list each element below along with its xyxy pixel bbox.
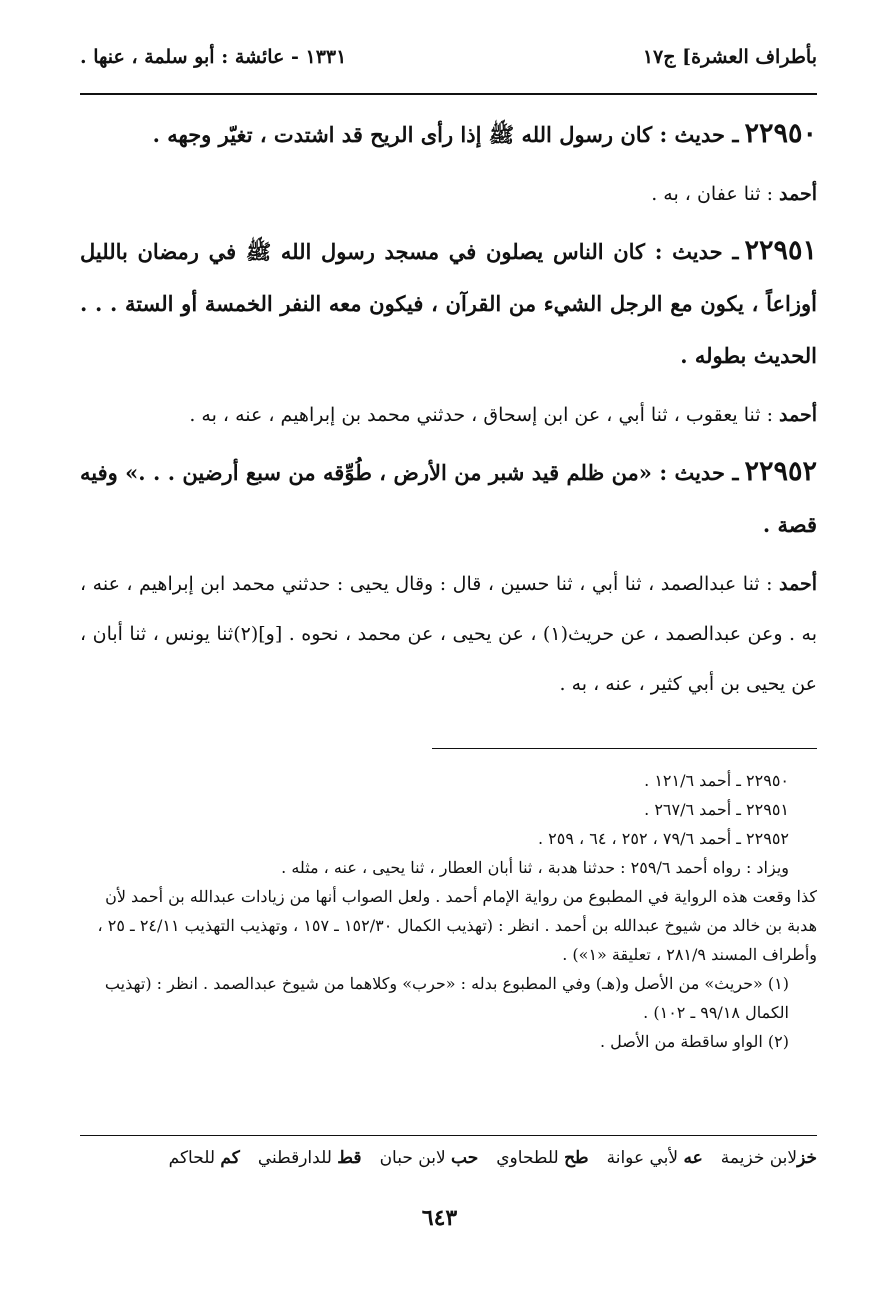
hadith-number: ٢٢٩٥٢	[744, 456, 817, 487]
legend-item	[496, 1148, 588, 1168]
hadith-22952	[80, 446, 817, 551]
source-chain: : ثنا عفان ، به .	[651, 183, 780, 205]
legend-item	[169, 1148, 240, 1168]
hadith-22951	[80, 225, 817, 382]
legend-name: لابن حبان	[379, 1148, 446, 1168]
footnote-line: كذا وقعت هذه الرواية في المطبوع من رواية الإمام أحمد . ولعل الصواب أنها من زيادات عبدالله بن أحمد لأن هدبة بن خالد من شيوخ عبدالله بن أحمد . انظر : (تهذيب الكمال ١٥٢/٣٠ ـ ١٥٧ ، وتهذيب التهذيب ٢٤/١١ ـ ٢٥ ، وأطراف المسند ٢٨١/٩ ، تعليقة «١») .	[97, 887, 817, 964]
footnote-line: (٢) الواو ساقطة من الأصل .	[599, 1032, 789, 1051]
running-header	[80, 42, 817, 88]
hadith-number: ٢٢٩٥١	[744, 235, 817, 266]
source-name: أحمد	[779, 404, 817, 426]
hadith-source	[80, 390, 817, 440]
footnote-line: (١) «حريث» من الأصل و(هـ) وفي المطبوع بدله : «حرب» وكلاهما من شيوخ عبدالصمد . انظر : (تهذيب الكمال ٩٩/١٨ ـ ١٠٢) .	[104, 974, 789, 1022]
footnotes	[80, 766, 817, 1056]
hadith-text: ـ حديث : كان الناس يصلون في مسجد رسول الله ﷺ في رمضان بالليل أوزاعاً ، يكون مع الرجل الشيء من القرآن ، فيكون معه النفر الخمسة أو الستة . . . الحديث بطوله .	[80, 239, 817, 368]
legend-item	[258, 1148, 362, 1168]
footnote-line: ٢٢٩٥١ ـ أحمد ٢٦٧/٦ .	[644, 800, 789, 819]
legend-abbr: خز	[797, 1148, 817, 1168]
source-name: أحمد	[779, 573, 817, 595]
legend-item	[607, 1148, 703, 1168]
source-name: أحمد	[779, 183, 817, 205]
footnote-rule	[432, 748, 817, 749]
footnote-line: ٢٢٩٥٠ ـ أحمد ١٢١/٦ .	[644, 771, 789, 790]
header-rule	[80, 93, 817, 95]
legend-item	[721, 1148, 817, 1168]
legend-abbr: طح	[564, 1148, 589, 1168]
legend-abbr: قط	[337, 1148, 362, 1168]
legend-abbr: كم	[220, 1148, 240, 1168]
page-number: ٦٤٣	[421, 1205, 458, 1231]
footnote-line: ٢٢٩٥٢ ـ أحمد ٧٩/٦ ، ٢٥٢ ، ٦٤ ، ٢٥٩ .	[537, 829, 789, 848]
legend-abbr: حب	[451, 1148, 479, 1168]
hadith-number: ٢٢٩٥٠	[744, 118, 817, 149]
hadith-source	[80, 169, 817, 219]
hadith-22950	[80, 108, 817, 161]
legend-name: لابن خزيمة	[720, 1148, 798, 1168]
main-text	[80, 108, 817, 715]
abbreviation-legend	[80, 1148, 817, 1168]
footnote-line: ويزاد : رواه أحمد ٢٥٩/٦ : حدثنا هدبة ، ثنا أبان العطار ، ثنا يحيى ، عنه ، مثله .	[281, 858, 789, 877]
legend-name: للطحاوي	[496, 1148, 559, 1168]
legend-abbr: عه	[683, 1148, 703, 1168]
legend-rule	[80, 1135, 817, 1136]
header-section-title: ١٣٣١ - عائشة : أبو سلمة ، عنها .	[80, 46, 347, 68]
source-chain: : ثنا عبدالصمد ، ثنا أبي ، ثنا حسين ، قال : وقال يحيى : حدثني محمد ابن إبراهيم ، عنه ، به . وعن عبدالصمد ، عن حريث(١) ، عن يحيى ، عن محمد ، نحوه . [و](٢)ثنا يونس ، ثنا أبان ، عن يحيى بن أبي كثير ، عنه ، به .	[80, 573, 818, 695]
legend-name: لأبي عوانة	[606, 1148, 679, 1168]
hadith-text: ـ حديث : كان رسول الله ﷺ إذا رأى الريح قد اشتدت ، تغيّر وجهه .	[152, 122, 739, 147]
legend-name: للدارقطني	[257, 1148, 332, 1168]
legend-item	[380, 1148, 479, 1168]
header-book-title: بأطراف العشرة] ج١٧	[642, 46, 817, 68]
legend-name: للحاكم	[168, 1148, 216, 1168]
hadith-text: ـ حديث : «من ظلم قيد شبر من الأرض ، طُوِّقه من سبع أرضين . . .» وفيه قصة .	[80, 460, 817, 537]
hadith-source	[80, 559, 817, 709]
source-chain: : ثنا يعقوب ، ثنا أبي ، عن ابن إسحاق ، حدثني محمد بن إبراهيم ، عنه ، به .	[189, 404, 780, 426]
